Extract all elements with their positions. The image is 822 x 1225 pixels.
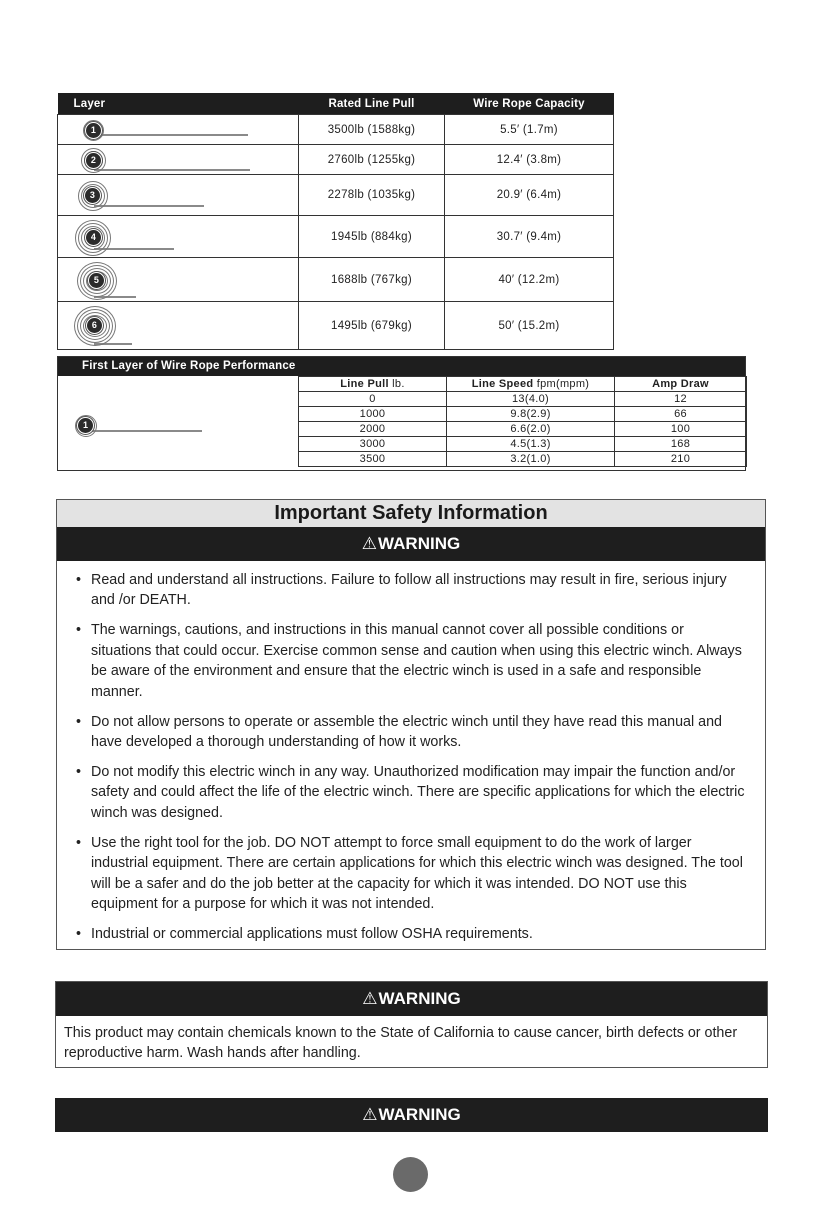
header-line-speed — [447, 377, 615, 392]
table-row — [299, 452, 747, 467]
header-line-pull — [299, 377, 447, 392]
table-row — [58, 115, 614, 145]
line-speed-cell: 3.2(1.0) — [447, 452, 615, 467]
list-item: • Use the right tool for the job. DO NOT attempt to force small equipment to do the work of larger industrial equipment. There are certain applications for which this electric winch was designed. The tool will be a safer and do the job better at the capacity for which it was intended. DO NOT use this equipment for a purpose for which it was not intended. — [76, 833, 746, 915]
rope-line — [84, 430, 202, 432]
wire-rope-capacity-cell: 5.5′ (1.7m) — [445, 115, 614, 145]
safety-list — [76, 570, 746, 954]
table-row — [58, 216, 614, 258]
line-speed-cell: 6.6(2.0) — [447, 422, 615, 437]
list-item: • Industrial or commercial applications must follow OSHA requirements. — [76, 924, 746, 944]
wire-rope-capacity-cell: 50′ (15.2m) — [445, 302, 614, 350]
table-row — [58, 258, 614, 302]
drum-layer-1-diagram — [58, 115, 299, 145]
drum-layer-2-diagram — [58, 145, 299, 175]
line-speed-cell: 4.5(1.3) — [447, 437, 615, 452]
header-rated-line-pull: Rated Line Pull — [299, 93, 445, 115]
performance-table-header — [299, 377, 747, 392]
header-line-speed-label: Line Speed — [471, 378, 534, 390]
table-row — [299, 407, 747, 422]
rope-line — [94, 205, 204, 207]
rated-line-pull-cell: 1495lb (679kg) — [299, 302, 445, 350]
drum-layer-6-diagram — [58, 302, 299, 350]
wire-rope-capacity-cell: 40′ (12.2m) — [445, 258, 614, 302]
warning-label: WARNING — [378, 989, 461, 1008]
line-pull-cell: 0 — [299, 392, 447, 407]
table-row — [58, 145, 614, 175]
amp-draw-cell: 210 — [615, 452, 747, 467]
table-row — [299, 437, 747, 452]
wire-rope-capacity-cell: 30.7′ (9.4m) — [445, 216, 614, 258]
layer-capacity-table — [57, 93, 614, 350]
line-speed-cell: 13(4.0) — [447, 392, 615, 407]
rated-line-pull-cell: 1945lb (884kg) — [299, 216, 445, 258]
list-item: • Do not modify this electric winch in any way. Unauthorized modification may impair the function and/or safety and could affect the life of the electric winch. There are specific applications for which the electric winch was designed. — [76, 762, 746, 823]
layer-table-header — [58, 93, 614, 115]
performance-title: First Layer of Wire Rope Performance — [58, 357, 745, 376]
list-item: • Read and understand all instructions. Failure to follow all instructions may result in fire, serious injury and /or DEATH. — [76, 570, 746, 611]
rated-line-pull-cell: 3500lb (1588kg) — [299, 115, 445, 145]
amp-draw-cell: 12 — [615, 392, 747, 407]
wire-rope-capacity-cell: 20.9′ (6.4m) — [445, 175, 614, 216]
amp-draw-cell: 168 — [615, 437, 747, 452]
drum-layer-4-diagram — [58, 216, 299, 258]
layer-badge: 1 — [86, 123, 101, 138]
list-item: • The warnings, cautions, and instructions in this manual cannot cover all possible conditions or situations that could occur. Exercise common sense and caution when using this electric winch. Always be aware of the environment and ensure that the electric winch is used in a safe and responsible manner. — [76, 620, 746, 702]
header-layer: Layer — [58, 93, 299, 115]
amp-draw-cell: 100 — [615, 422, 747, 437]
rope-line — [94, 169, 250, 171]
line-pull-cell: 3000 — [299, 437, 447, 452]
table-row — [299, 392, 747, 407]
safety-title: Important Safety Information — [57, 500, 765, 527]
list-item: • Do not allow persons to operate or assemble the electric winch until they have read this manual and have developed a thorough understanding of how it works. — [76, 712, 746, 753]
safety-information-box — [56, 499, 766, 950]
header-line-pull-unit: lb. — [388, 378, 405, 390]
california-warning-text: This product may contain chemicals known to the State of California to cause cancer, birth defects or other reproductive harm. Wash hands after handling. — [64, 1025, 738, 1062]
warning-banner — [55, 1098, 768, 1132]
layer-badge: 6 — [87, 318, 102, 333]
layer-badge: 2 — [86, 153, 101, 168]
performance-table — [298, 376, 747, 467]
layer-badge: 5 — [89, 273, 104, 288]
first-layer-performance-section — [57, 356, 746, 471]
warning-banner — [57, 527, 765, 561]
rated-line-pull-cell: 2760lb (1255kg) — [299, 145, 445, 175]
table-row — [299, 422, 747, 437]
line-pull-cell: 2000 — [299, 422, 447, 437]
line-speed-cell: 9.8(2.9) — [447, 407, 615, 422]
amp-draw-cell: 66 — [615, 407, 747, 422]
table-row — [58, 302, 614, 350]
layer-badge: 3 — [85, 188, 100, 203]
drum-layer-5-diagram — [58, 258, 299, 302]
warning-triangle-icon: ⚠ — [361, 534, 378, 553]
drum-layer-3-diagram — [58, 175, 299, 216]
table-row — [58, 175, 614, 216]
warning-label: WARNING — [378, 534, 461, 553]
line-pull-cell: 3500 — [299, 452, 447, 467]
page-number-marker — [393, 1157, 428, 1192]
header-wire-rope-capacity: Wire Rope Capacity — [445, 93, 614, 115]
warning-triangle-icon: ⚠ — [362, 989, 378, 1008]
header-line-pull-label: Line Pull — [340, 378, 389, 390]
rope-line — [94, 134, 248, 136]
warning-label: WARNING — [378, 1105, 461, 1124]
rated-line-pull-cell: 2278lb (1035kg) — [299, 175, 445, 216]
california-warning-box — [55, 981, 768, 1068]
layer-badge: 4 — [86, 230, 101, 245]
header-amp-draw: Amp Draw — [615, 377, 747, 392]
warning-triangle-icon: ⚠ — [362, 1105, 378, 1124]
layer-badge: 1 — [78, 418, 93, 433]
warning-banner — [56, 982, 767, 1016]
line-pull-cell: 1000 — [299, 407, 447, 422]
header-line-speed-unit: fpm(mpm) — [533, 378, 590, 390]
rated-line-pull-cell: 1688lb (767kg) — [299, 258, 445, 302]
wire-rope-capacity-cell: 12.4′ (3.8m) — [445, 145, 614, 175]
